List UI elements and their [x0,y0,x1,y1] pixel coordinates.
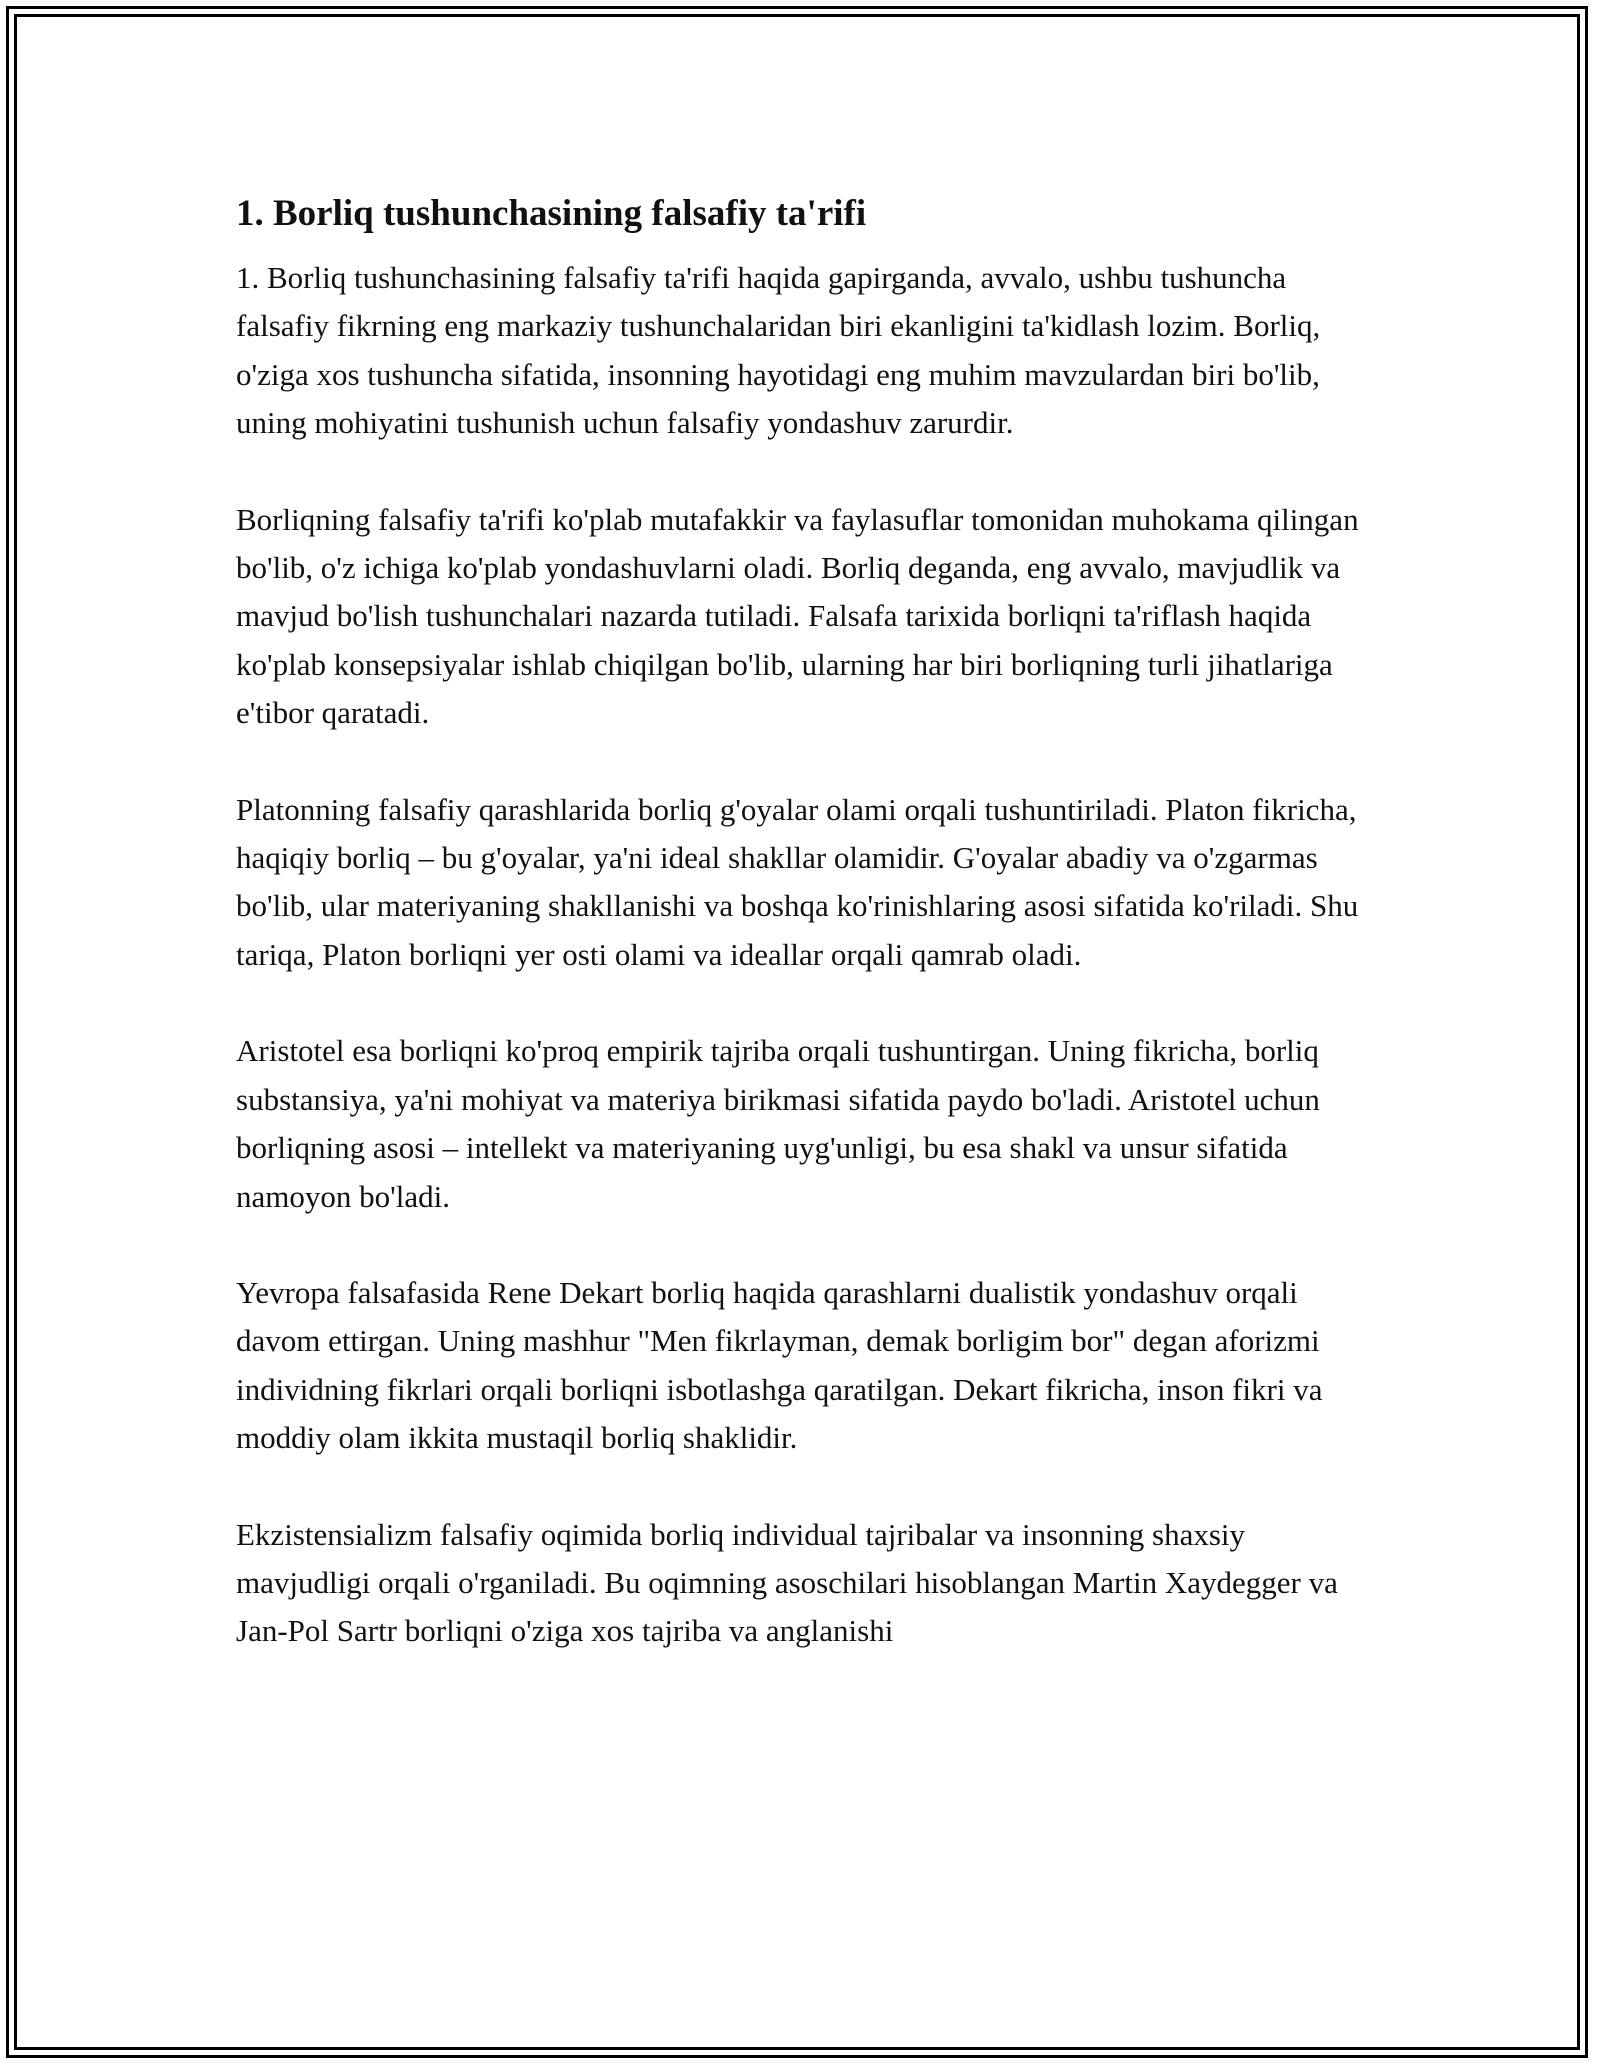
page-title: 1. Borliq tushunchasining falsafiy ta'rifi [236,193,867,234]
paragraph-intro: 1. Borliq tushunchasining falsafiy ta'rifi haqida gapirganda, avvalo, ushbu tushuncha falsafiy fikrning eng markaziy tushunchalaridan biri ekanligini ta'kidlash lozim. Borliq, o'ziga xos tushuncha sifatida, insonning hayotidagi eng muhim mavzulardan biri bo'lib, uning mohiyatini tushunish uchun falsafiy yondashuv zarurdir. [236,260,1321,441]
paragraph-ekzistensializm: Ekzistensializm falsafiy oqimida borliq individual tajribalar va insonning shaxsiy mavjudligi orqali o'rganiladi. Bu oqimning asoschilari hisoblangan Martin Xaydegger va Jan-Pol Sartr borliqni o'ziga xos tajriba va anglanishi [236,1516,1338,1649]
paragraph-definitions: Borliqning falsafiy ta'rifi ko'plab mutafakkir va faylasuflar tomonidan muhokama qilingan bo'lib, o'z ichiga ko'plab yondashuvlarni oladi. Borliq deganda, eng avvalo, mavjudlik va mavjud bo'lish tushunchalari nazarda tutiladi. Falsafa tarixida borliqni ta'riflash haqida ko'plab konsepsiyalar ishlab chiqilgan bo'lib, ularning har biri borliqning turli jihatlariga e'tibor qaratadi. [236,501,1359,731]
paragraph-aristotel: Aristotel esa borliqni ko'proq empirik tajriba orqali tushuntirgan. Uning fikricha, borliq substansiya, ya'ni mohiyat va materiya birikmasi sifatida paydo bo'ladi. Aristotel uchun borliqning asosi – intellekt va materiyaning uyg'unligi, bu esa shakl va unsur sifatida namoyon bo'ladi. [236,1033,1320,1214]
paragraph-platon: Platonning falsafiy qarashlarida borliq g'oyalar olami orqali tushuntiriladi. Platon fikricha, haqiqiy borliq – bu g'oyalar, ya'ni ideal shakllar olamidir. G'oyalar abadiy va o'zgarmas bo'lib, ular materiyaning shakllanishi va boshqa ko'rinishlaring asosi sifatida ko'riladi. Shu tariqa, Platon borliqni yer osti olami va ideallar orqali qamrab oladi. [236,791,1359,972]
paragraph-dekart: Yevropa falsafasida Rene Dekart borliq haqida qarashlarni dualistik yondashuv orqali davom ettirgan. Uning mashhur "Men fikrlayman, demak borligim bor" degan aforizmi individning fikrlari orqali borliqni isbotlashga qaratilgan. Dekart fikricha, inson fikri va moddiy olam ikkita mustaqil borliq shaklidir. [236,1274,1323,1456]
document-body [236,188,1376,1704]
